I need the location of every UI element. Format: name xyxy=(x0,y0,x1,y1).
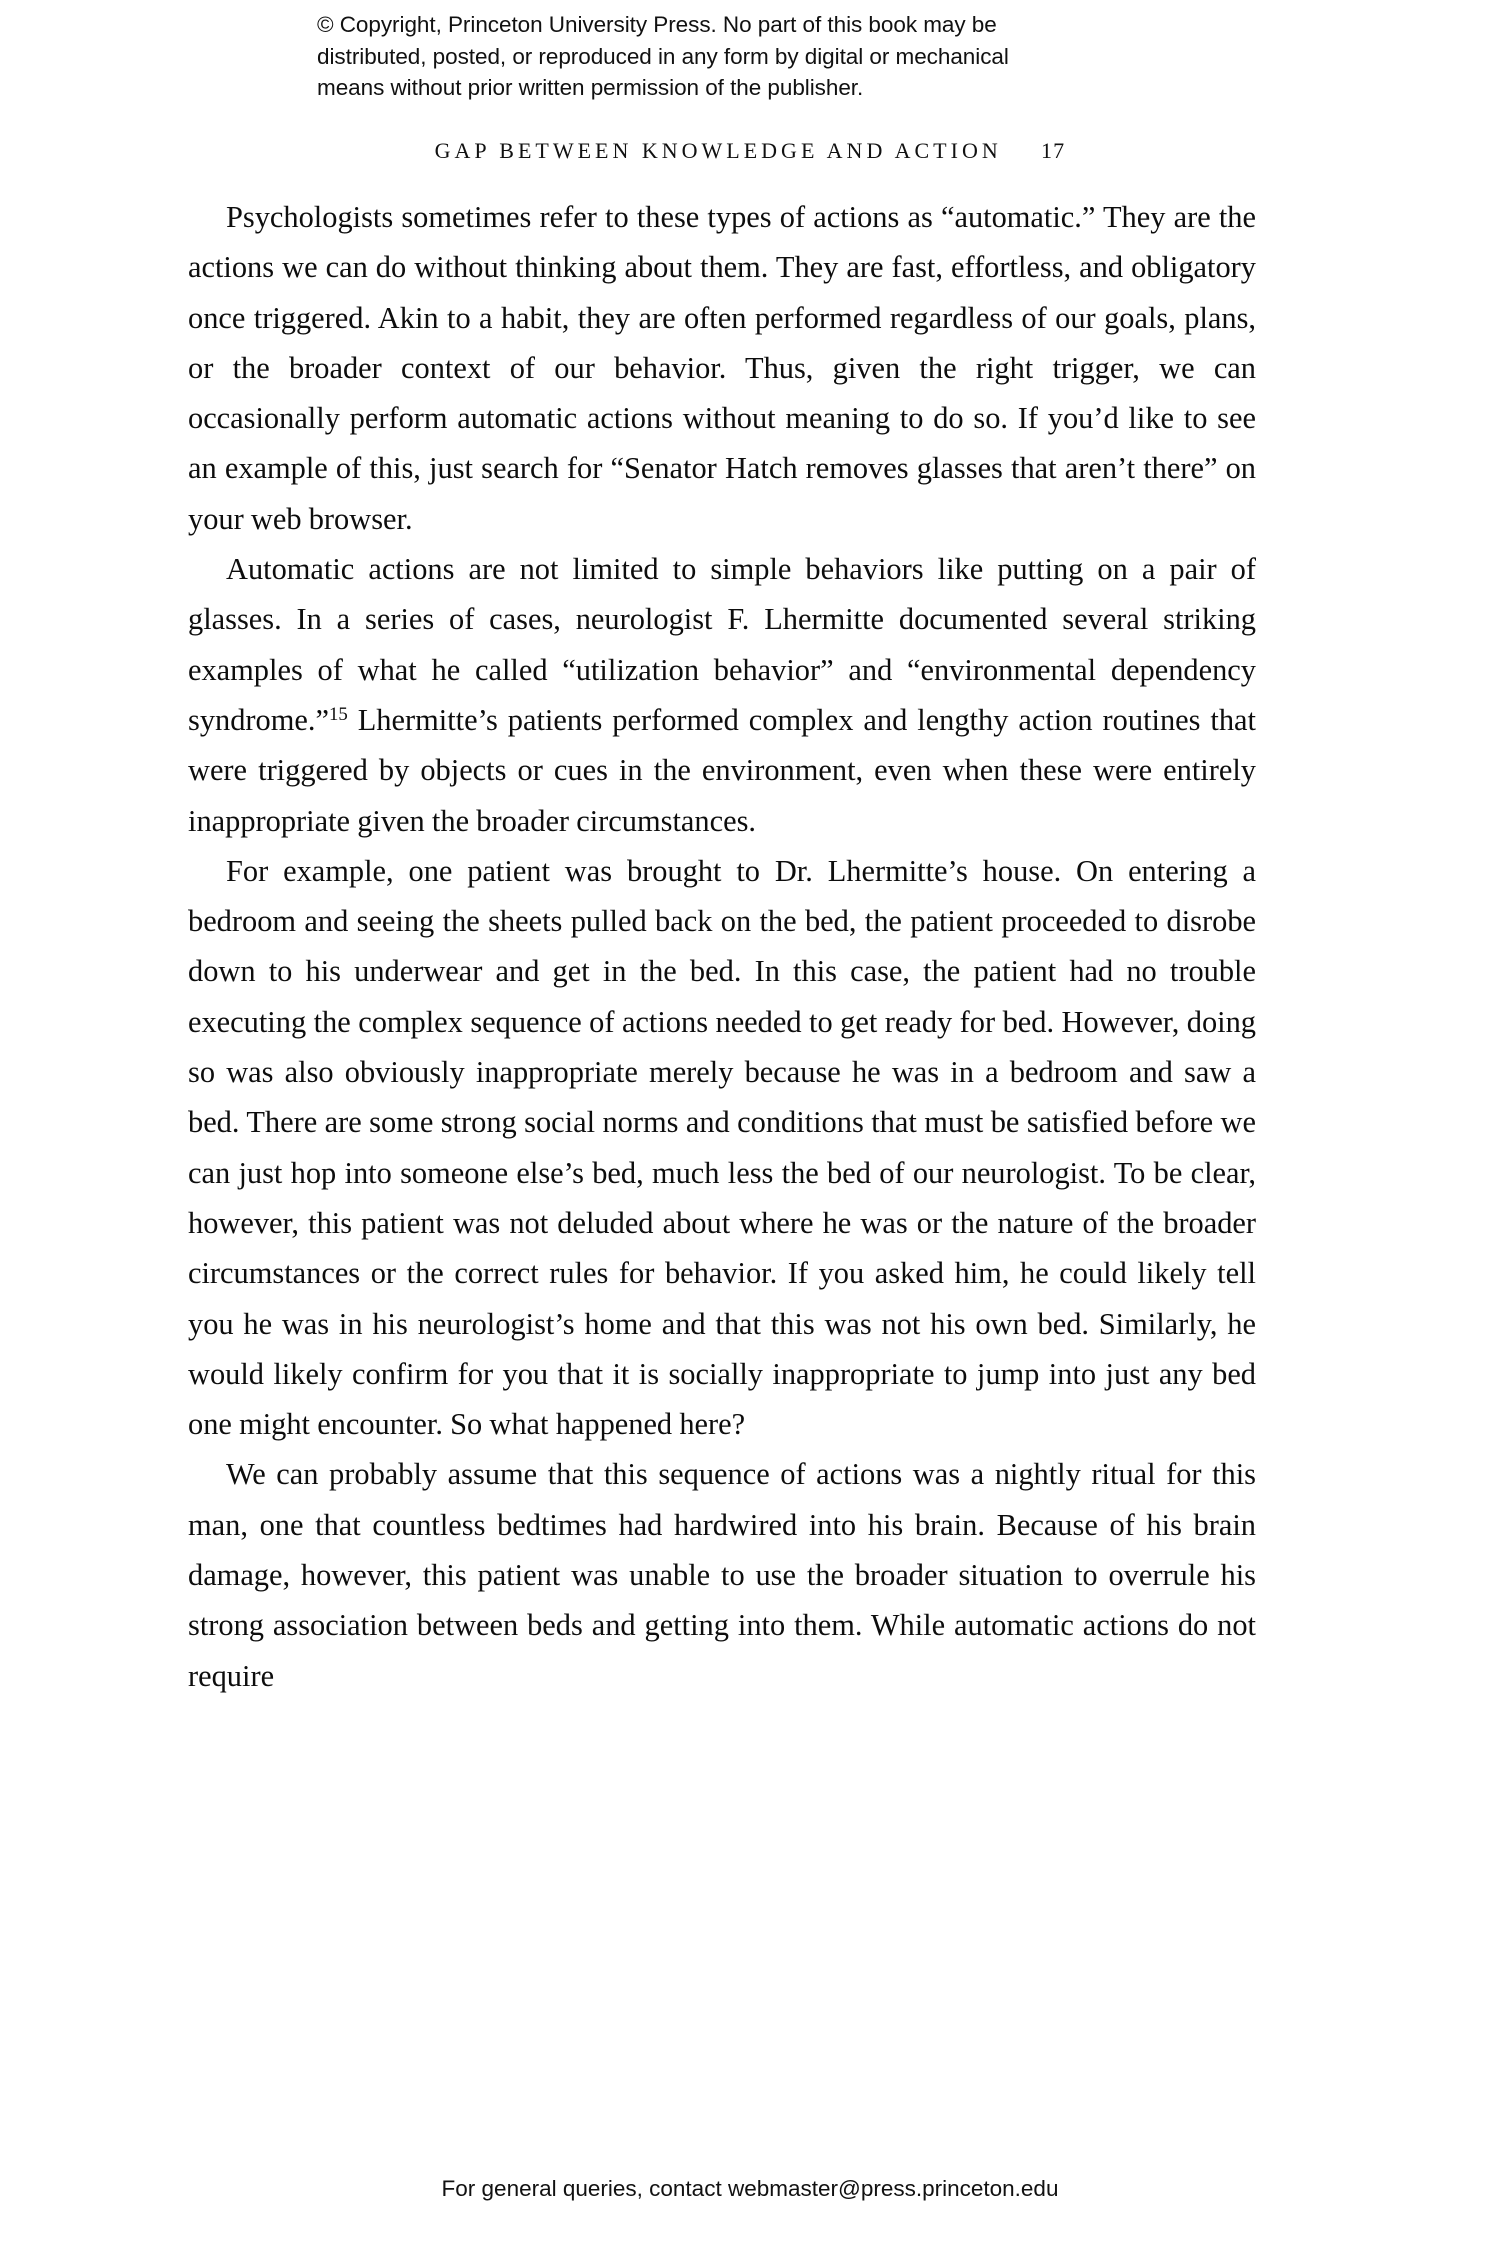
paragraph: Psychologists sometimes refer to these types of actions as “automatic.” They are the actions we can do without thinking about them. They are fast, effortless, and obligatory once triggered. Akin to a habit, they are often performed regardless of our goals, plans, or the broader context of our behavior. Thus, given the right trigger, we can occasionally perform automatic actions without meaning to do so. If you’d like to see an example of this, just search for “Senator Hatch removes glasses that aren’t there” on your web browser. xyxy=(188,200,1256,536)
running-head-title: GAP BETWEEN KNOWLEDGE AND ACTION xyxy=(434,138,1002,163)
paragraph-text-before-note: Automatic actions are not limited to simple behaviors like putting on a pair of glasses. In a series of cases, neurologist F. Lhermitte documented several striking examples of what he called “utilization behavior” and “environmental dependency syndrome.” xyxy=(188,552,1256,737)
copyright-notice-line-2: distributed, posted, or reproduced in any form by digital or mechanical xyxy=(317,43,1009,69)
running-head xyxy=(0,138,1500,164)
paragraph xyxy=(188,544,1256,846)
copyright-notice-line-3: means without prior written permission of the publisher. xyxy=(317,75,864,100)
copyright-notice-line-1: © Copyright, Princeton University Press. No part of this book may be xyxy=(317,12,997,37)
paragraph: For example, one patient was brought to Dr. Lhermitte’s house. On entering a bedroom and seeing the sheets pulled back on the bed, the patient proceeded to disrobe down to his underwear and get in the bed. In this case, the patient had no trouble executing the complex sequence of actions needed to get ready for bed. However, doing so was also obviously inappropriate merely because he was in a bedroom and saw a bed. There are some strong social norms and conditions that must be satisfied before we can just hop into someone else’s bed, much less the bed of our neurologist. To be clear, however, this patient was not deluded about where he was or the nature of the broader circumstances or the correct rules for behavior. If you asked him, he could likely tell you he was in his neurologist’s home and that this was not his own bed. Similarly, he would likely confirm for you that it is socially inappropriate to jump into just any bed one might encounter. So what happened here? xyxy=(188,853,1256,1442)
copyright-notice xyxy=(317,9,1177,104)
paragraph: We can probably assume that this sequence of actions was a nightly ritual for this man, one that countless bedtimes had hardwired into his brain. Because of his brain damage, however, this patient was unable to use the broader situation to overrule his strong association between beds and getting into them. While automatic actions do not require xyxy=(188,1457,1256,1693)
footer-note: For general queries, contact webmaster@press.princeton.edu xyxy=(441,2176,1059,2201)
paragraph-text-after-note: Lhermitte’s patients performed complex and lengthy action routines that were triggered by objects or cues in the environment, even when these were entirely inappropriate given the broader circumstances. xyxy=(188,702,1256,838)
page-number: 17 xyxy=(1040,138,1066,163)
footnote-marker: 15 xyxy=(328,704,348,726)
body-text xyxy=(188,192,1256,1701)
